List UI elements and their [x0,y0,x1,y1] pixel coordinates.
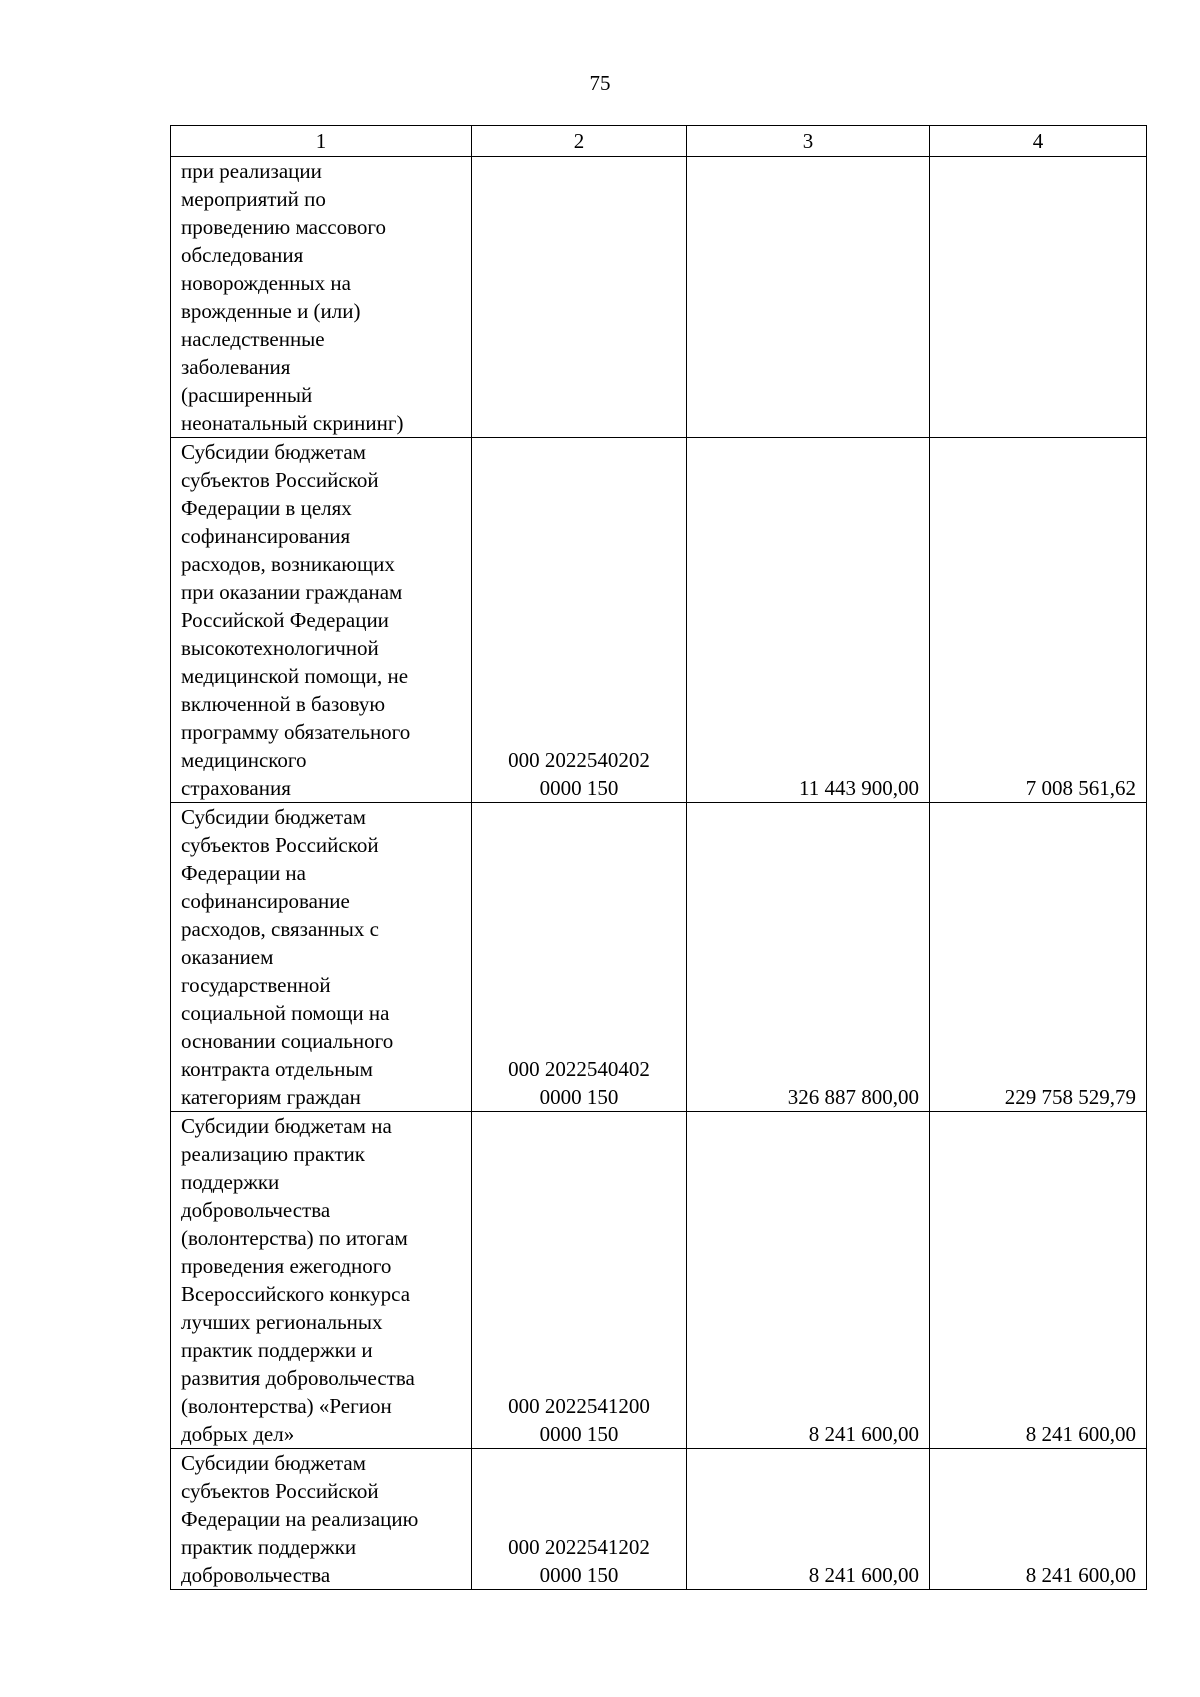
row-value-3 [687,157,930,438]
row-code: 000 2022540402 0000 150 [472,803,687,1112]
table-row [171,1112,1147,1449]
row-name: Субсидии бюджетам субъектов Российской Федерации на реализацию практик поддержки добровольчества [171,1449,472,1590]
table-row [171,1449,1147,1590]
table-body [171,157,1147,1590]
header-row [171,126,1147,157]
row-code: 000 2022541202 0000 150 [472,1449,687,1590]
row-value-3: 8 241 600,00 [687,1112,930,1449]
column-header-2: 2 [472,126,687,157]
row-value-4: 8 241 600,00 [930,1449,1147,1590]
row-value-3: 11 443 900,00 [687,438,930,803]
table-row [171,803,1147,1112]
row-code: 000 2022540202 0000 150 [472,438,687,803]
row-name: Субсидии бюджетам субъектов Российской Федерации на софинансирование расходов, связанных с оказанием государственной социальной помощи на основании социального контракта отдельным категориям граждан [171,803,472,1112]
row-name: при реализации мероприятий по проведению массового обследования новорожденных на врожденные и (или) наследственные заболевания (расширенный неонатальный скрининг) [171,157,472,438]
row-value-3: 8 241 600,00 [687,1449,930,1590]
row-value-4: 8 241 600,00 [930,1112,1147,1449]
budget-table [170,125,1147,1590]
table-row [171,438,1147,803]
row-value-4 [930,157,1147,438]
row-value-3: 326 887 800,00 [687,803,930,1112]
column-header-4: 4 [930,126,1147,157]
table-header [171,126,1147,157]
row-code: 000 2022541200 0000 150 [472,1112,687,1449]
column-header-1: 1 [171,126,472,157]
row-code [472,157,687,438]
row-name: Субсидии бюджетам на реализацию практик поддержки добровольчества (волонтерства) по итогам проведения ежегодного Всероссийского конкурса лучших региональных практик поддержки и развития добровольчества (волонтерства) «Регион добрых дел» [171,1112,472,1449]
column-header-3: 3 [687,126,930,157]
row-value-4: 7 008 561,62 [930,438,1147,803]
table-row [171,157,1147,438]
page-number: 75 [589,71,611,95]
row-value-4: 229 758 529,79 [930,803,1147,1112]
row-name: Субсидии бюджетам субъектов Российской Федерации в целях софинансирования расходов, возникающих при оказании гражданам Российской Федерации высокотехнологичной медицинской помощи, не включенной в базовую программу обязательного медицинского страхования [171,438,472,803]
